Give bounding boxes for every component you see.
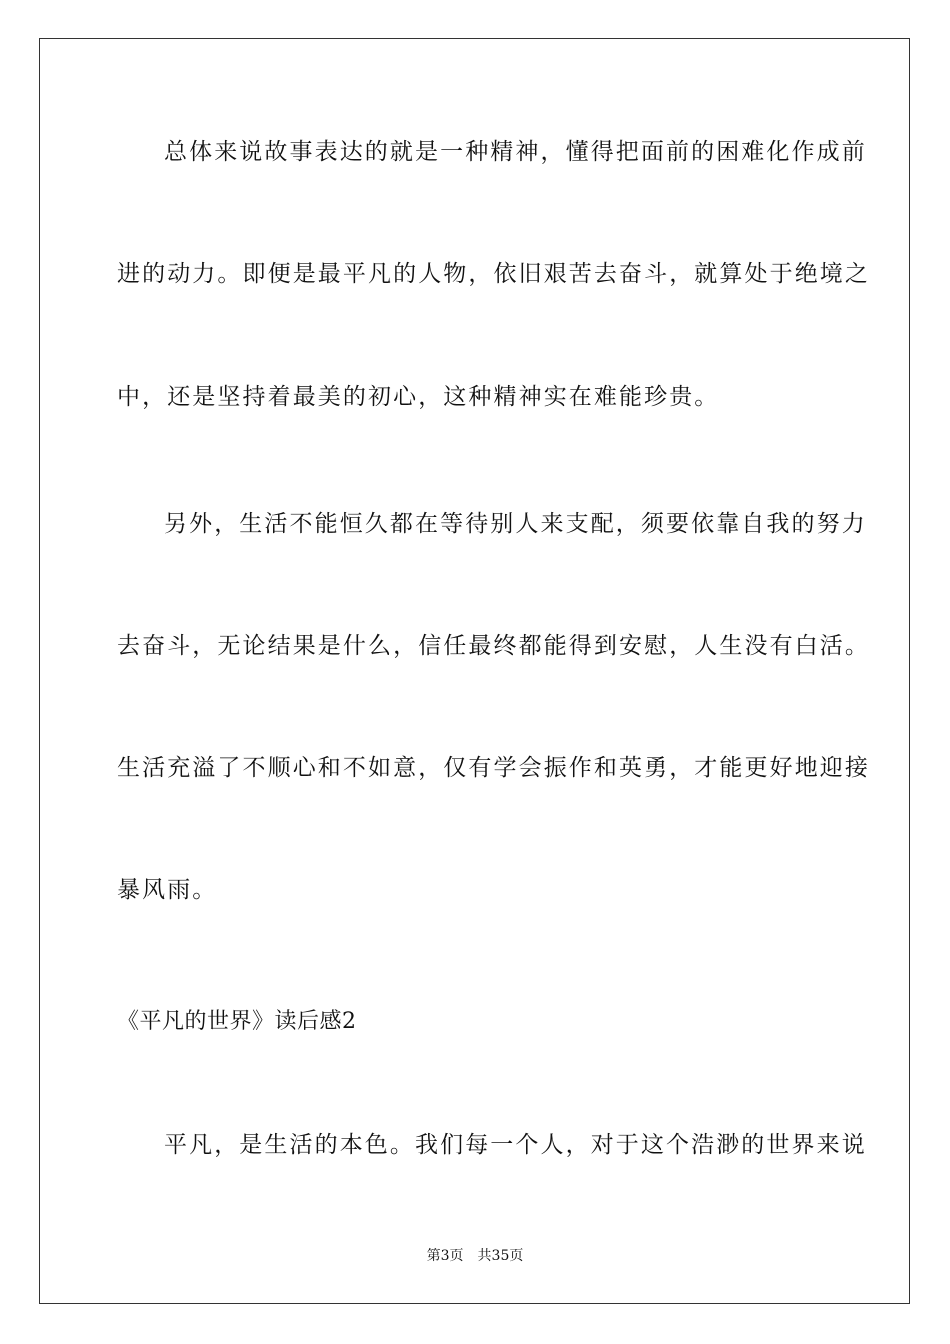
paragraph-2-line-2: 去奋斗，无论结果是什么，信任最终都能得到安慰，人生没有白活。 [117,633,870,659]
paragraph-2-line-3: 生活充溢了不顺心和不如意，仅有学会振作和英勇，才能更好地迎接 [117,755,870,781]
paragraph-1-line-3: 中，还是坚持着最美的初心，这种精神实在难能珍贵。 [117,384,720,410]
paragraph-1-line-1: 总体来说故事表达的就是一种精神，懂得把面前的困难化作成前 [164,139,867,165]
paragraph-2-line-1: 另外，生活不能恒久都在等待别人来支配，须要依靠自我的努力 [164,511,867,537]
paragraph-3-line-1: 平凡，是生活的本色。我们每一个人，对于这个浩渺的世界来说 [164,1132,867,1158]
page-footer [0,1247,950,1265]
page-total: 共35页 [477,1248,524,1264]
page-number: 第3页 [426,1248,464,1264]
section-heading: 《平凡的世界》读后感2 [117,1009,357,1034]
page-border [39,38,910,1304]
paragraph-1-line-2: 进的动力。即便是最平凡的人物，依旧艰苦去奋斗，就算处于绝境之 [117,261,870,287]
paragraph-2-line-4: 暴风雨。 [117,877,218,903]
